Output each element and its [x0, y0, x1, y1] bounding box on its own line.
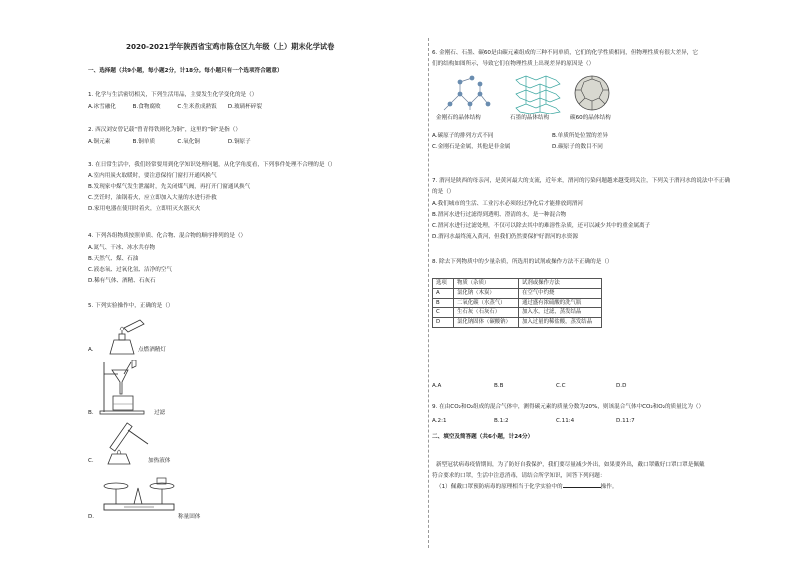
q8-option-a: A.A	[432, 383, 442, 389]
table-cell: 氯化钠（木炭）	[454, 288, 519, 298]
table-header-cell: 物质（杂质）	[454, 279, 519, 289]
q4-stem: 4. 下列各组物质按照单质、化合物、混合物的顺序排列的是（）	[88, 233, 247, 239]
q5-label-d: 称量固体	[178, 514, 201, 520]
q9-option-d: D.11:7	[616, 418, 635, 424]
q5-label-b: 过滤	[154, 410, 166, 416]
q8-option-c: C.C	[556, 383, 566, 389]
table-cell: 生石灰（石灰石）	[454, 308, 519, 318]
table-row	[433, 288, 602, 298]
q4-option-b: B.天然气、煤、石油	[88, 256, 139, 262]
q2-options: A.铜元素 B.铜单质 C.氧化铜 D.铜原子	[88, 139, 251, 145]
q5-label-a: 点燃酒精灯	[138, 347, 166, 353]
table-cell: B	[433, 298, 454, 308]
answer-blank[interactable]	[563, 487, 601, 488]
q6-option-d: D.碳原子的数目不同	[552, 144, 603, 150]
section-1-heading: 一、选择题（共9小题，每小题2分，计18分。每小题只有一个选项符合题意）	[88, 68, 283, 74]
q6-caption-graphite: 石墨的晶体结构	[510, 115, 550, 121]
q6-option-a: A.碳原子的排列方式不同	[432, 133, 494, 139]
table-cell: C	[433, 308, 454, 318]
table-header-row	[433, 279, 602, 289]
q4-option-d: D.稀有气体、酒精、石灰石	[88, 278, 156, 284]
q6-caption-c60: 碳60的晶体结构	[570, 115, 611, 121]
table-cell: 二氧化碳（水蒸气）	[454, 298, 519, 308]
q6-caption-diamond: 金刚石的晶体结构	[436, 115, 481, 121]
q7-option-a: A.我们城市的生活、工业污水必须经过净化后才能排放到渭河	[432, 201, 583, 207]
table-header-cell: 试剂或操作方法	[519, 279, 602, 289]
q7-option-c: C.渭河水进行过滤处理，不仅可以除去其中的难溶性杂质，还可以减少其中的重金属离子	[432, 223, 651, 229]
q6-stem-line2: 们的结构如图所示，导致它们在物理性质上出现差异的原因是（）	[432, 61, 595, 67]
q1-options: A.冰雪融化 B.食物腐败 C.生米煮成熟饭 D.玻璃杯碎裂	[88, 104, 262, 110]
q10-line3-end: 操作。	[600, 484, 618, 490]
table-cell: 通过盛有浓硫酸的洗气瓶	[519, 298, 602, 308]
balance-scale-illustration	[102, 474, 176, 514]
c60-structure-illustration	[572, 74, 612, 112]
left-column	[88, 0, 423, 562]
graphite-structure-illustration	[512, 74, 564, 114]
q1-stem: 1. 化学与生活密切相关，下列生活用品，主要发生化学变化的是（）	[88, 92, 258, 98]
q3-option-d: D.家用电器在使用时着火，立即用灭火器灭火	[88, 206, 201, 212]
q5-stem: 5. 下列实验操作中，正确的是（）	[88, 303, 174, 309]
table-cell: 在空气中灼烧	[519, 288, 602, 298]
q7-stem-line2: 的是（）	[432, 189, 455, 195]
q9-stem: 9. 在由CO₂和O₂组成的混合气体中，测得碳元素的质量分数为20%，则该混合气体中CO₂和O₂的质量比为（）	[432, 404, 705, 410]
table-cell: D	[433, 318, 454, 328]
table-cell: A	[433, 288, 454, 298]
table-header-cell: 选项	[433, 279, 454, 289]
q7-stem-line1: 7. 渭河是陕西的母亲河，是黄河最大的支流，近年来，渭河的污染问题越来越受到关注，下列关于渭河水的说法中不正确	[432, 178, 730, 184]
q9-option-b: B.1:2	[494, 418, 509, 424]
q8-table	[432, 278, 602, 328]
filtration-illustration	[98, 360, 148, 416]
column-divider	[428, 38, 429, 548]
section-2-heading: 二、填空及简答题（共6小题，计24分）	[432, 434, 534, 440]
q7-option-b: B.渭河水进行过滤得到透明、澄清的水，是一种混合物	[432, 212, 567, 218]
q6-stem-line1: 6. 金刚石、石墨、碳60是由碳元素组成的三种不同单质，它们的化学性质相同，但物理性质有很大差异，它	[432, 50, 698, 56]
q10-line3	[436, 484, 617, 491]
q10-line1: 新型冠状病毒疫情期间，为了防好自我保护，我们要尽量减少外出，如果要外出，戴口罩戴好口罩口罩是佩戴	[436, 462, 705, 468]
q5-label-c: 加热液体	[148, 458, 171, 464]
q10-line3-text: （1）佩戴口罩预防病毒的原理相当于化学实验中的	[436, 484, 563, 490]
q8-option-d: D.D	[616, 383, 627, 389]
q3-stem: 3. 在日常生活中，我们经常要用到化学知识处理问题，从化学角度看，下列事件处理不合理的是（）	[88, 162, 336, 168]
table-row	[433, 318, 602, 328]
q9-option-a: A.2:1	[432, 418, 447, 424]
heating-liquid-illustration	[100, 420, 152, 466]
q4-option-c: C.液态氧、过氧化氢、洁净的空气	[88, 267, 172, 273]
right-column	[432, 0, 772, 562]
q5-option-c: C.	[88, 458, 94, 464]
q3-option-c: C.烹饪时，油锅着火，应立即加入大量的水进行扑救	[88, 195, 217, 201]
table-cell: 加入水，过滤，蒸发结晶	[519, 308, 602, 318]
table-cell: 氯化钠固体（碳酸钠）	[454, 318, 519, 328]
q5-option-d: D.	[88, 514, 95, 520]
q5-option-a: A.	[88, 347, 94, 353]
page-title: 2020-2021学年陕西省宝鸡市陈仓区九年级（上）期末化学试卷	[126, 42, 335, 51]
q3-option-b: B.发现家中煤气发生泄漏时，先关闭煤气阀，再打开门窗通风换气	[88, 184, 251, 190]
q6-option-c: C.金刚石是金属，其他是非金属	[432, 144, 511, 150]
q3-option-a: A.室内用炭火取暖时，要注意保持门窗打开通风换气	[88, 173, 217, 179]
table-cell: 加入过量的稀盐酸，蒸发结晶	[519, 318, 602, 328]
q9-option-c: C.11:4	[556, 418, 575, 424]
q4-option-a: A.氮气、干冰、冰水共存物	[88, 245, 156, 251]
q8-stem: 8. 除去下列物质中的少量杂质，所选用的试剂或操作方法不正确的是（）	[432, 259, 613, 265]
diamond-structure-illustration	[440, 74, 494, 112]
q8-option-b: B.B	[494, 383, 504, 389]
q6-option-b: B.单质所处位置的差异	[552, 133, 608, 139]
q2-stem: 2. 西汉刘安曾记载“曾青得铁则化为铜”，这里的“铜”是指（）	[88, 127, 241, 133]
table-row	[433, 308, 602, 318]
q7-option-d: D.渭河水最终流入黄河，但我们仍然要保护好渭河的水资源	[432, 234, 578, 240]
q5-option-b: B.	[88, 410, 94, 416]
table-row	[433, 298, 602, 308]
q10-line2: 符合要求的口罩，生活中注意消毒，请结合所学知识，回答下列问题：	[432, 473, 606, 479]
